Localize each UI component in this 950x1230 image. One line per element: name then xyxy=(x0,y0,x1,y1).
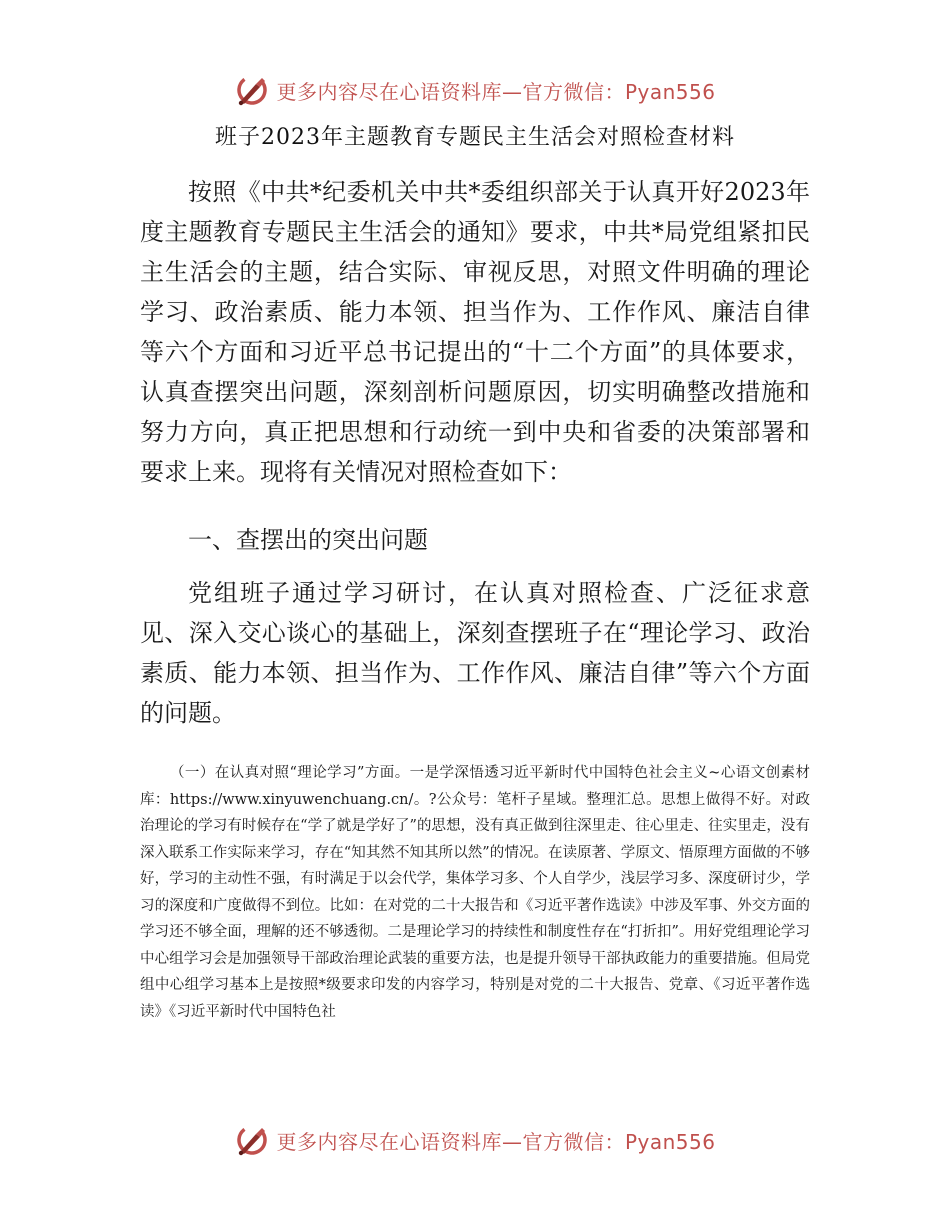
ink-brush-logo-icon xyxy=(234,72,270,108)
subsection-paragraph: （一）在认真对照“理论学习”方面。一是学深悟透习近平新时代中国特色社会主义~心语文创素材库：https://www.xinyuwenchuang.cn/。?公众号：笔杆子星域。整理汇总。思想上做得不好。对政治理论的学习有时候存在“学了就是学好了”的思想，没有真正做到往深里走、往心里走、往实里走，没有深入联系工作实际来学习，存在“知其然不知其所以然”的情况。在读原著、学原文、悟原理方面做的不够好，学习的主动性不强，有时满足于以会代学，集体学习多、个人自学少，浅层学习多、深度研讨少，学习的深度和广度做得不到位。比如：在对党的二十大报告和《习近平著作选读》中涉及军事、外交方面的学习还不够全面，理解的还不够透彻。二是理论学习的持续性和制度性存在“打折扣”。用好党组理论学习中心组学习会是加强领导干部政治理论武装的重要方法，也是提升领导干部执政能力的重要措施。但局党组中心组学习基本上是按照*级要求印发的内容学习，特别是对党的二十大报告、党章、《习近平著作选读》《习近平新时代中国特色社 xyxy=(140,765,810,1020)
header-watermark-banner xyxy=(0,70,950,110)
document-title: 班子2023年主题教育专题民主生活会对照检查材料 xyxy=(215,125,735,150)
intro-paragraph: 按照《中共*纪委机关中共*委组织部关于认真开好2023年度主题教育专题民主生活会的通知》要求，中共*局党组紧扣民主生活会的主题，结合实际、审视反思，对照文件明确的理论学习、政治素质、能力本领、担当作为、工作作风、廉洁自律等六个方面和习近平总书记提出的“十二个方面”的具体要求，认真查摆突出问题，深刻剖析问题原因，切实明确整改措施和努力方向，真正把思想和行动统一到中央和省委的决策部署和要求上来。现将有关情况对照检查如下： xyxy=(140,178,810,486)
watermark-text: 更多内容尽在心语资料库—官方微信：Pyan556 xyxy=(276,79,716,104)
section-paragraph: 党组班子通过学习研讨，在认真对照检查、广泛征求意见、深入交心谈心的基础上，深刻查摆班子在“理论学习、政治素质、能力本领、担当作为、工作作风、廉洁自律”等六个方面的问题。 xyxy=(140,579,810,727)
section-heading: 一、查摆出的突出问题 xyxy=(188,526,428,554)
footer-watermark-banner xyxy=(0,1120,950,1160)
watermark-text: 更多内容尽在心语资料库—官方微信：Pyan556 xyxy=(276,1129,716,1154)
ink-brush-logo-icon xyxy=(234,1122,270,1158)
